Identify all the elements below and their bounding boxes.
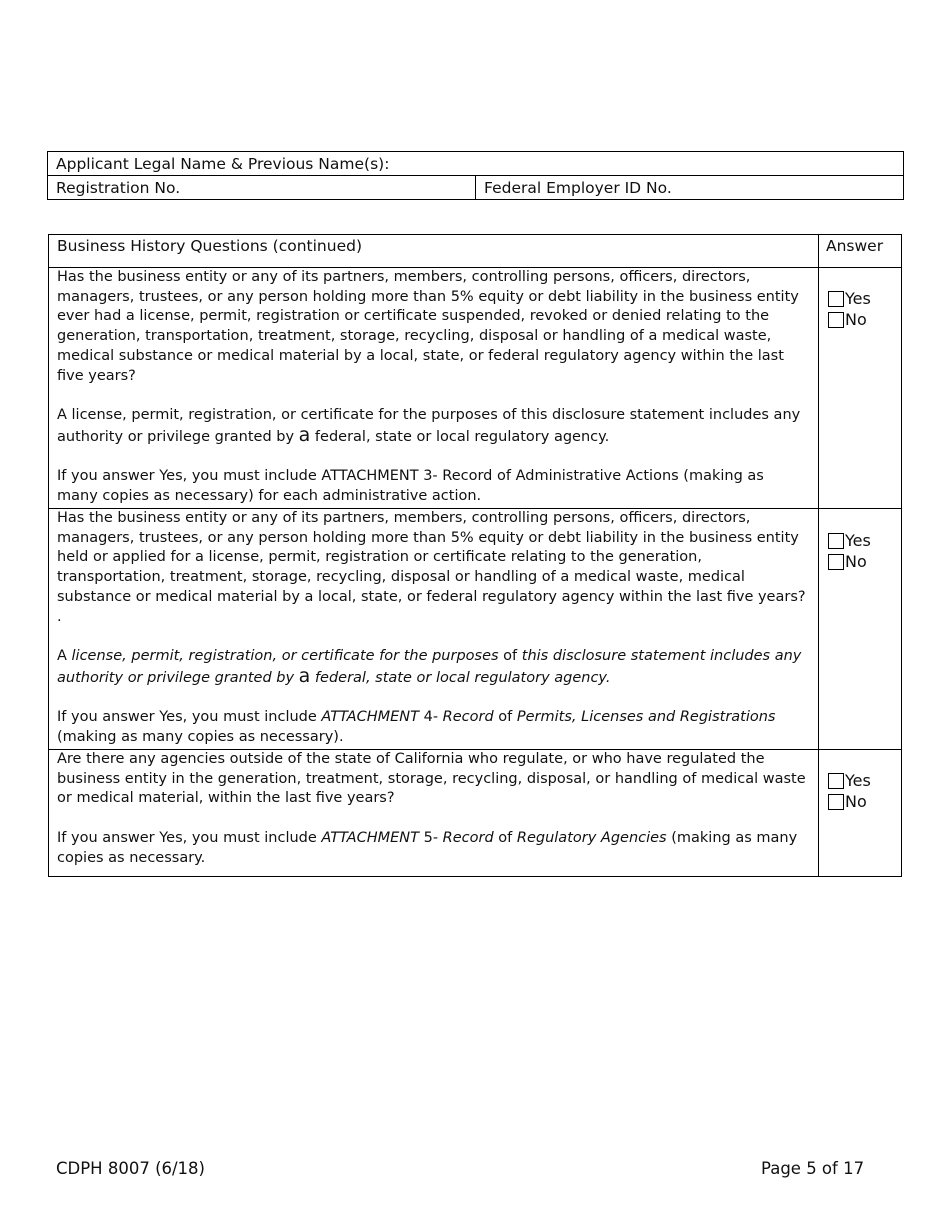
question-row xyxy=(49,750,902,877)
question-cell xyxy=(49,750,819,877)
no-option[interactable] xyxy=(828,551,901,572)
question-cell xyxy=(49,268,819,509)
fein-label: Federal Employer ID No. xyxy=(484,178,672,197)
registration-number-field[interactable] xyxy=(48,176,476,200)
question-text: Has the business entity or any of its partners, members, controlling persons, officers, directors, managers, trustees, or any person holding more than 5% equity or debt liability in the business entity held or applied for a license, permit, registration or certificate relating to the generation, transportation, treatment, storage, recycling, disposal or handling of a medical waste, medical substance or medical material by a local, state, or federal regulatory agency within the last five years? . xyxy=(57,510,806,625)
yes-checkbox[interactable] xyxy=(828,291,844,307)
no-label: No xyxy=(845,792,867,811)
yes-label: Yes xyxy=(845,531,871,550)
applicant-name-label: Applicant Legal Name & Previous Name(s): xyxy=(56,154,390,173)
form-id: CDPH 8007 (6/18) xyxy=(56,1159,205,1178)
instruction-text: If you answer Yes, you must include ATTACHMENT 3- Record of Administrative Actions (making as many copies as necessary) for each administrative action. xyxy=(57,468,764,504)
yes-checkbox[interactable] xyxy=(828,533,844,549)
yes-option[interactable] xyxy=(828,770,901,791)
answer-cell xyxy=(819,750,902,877)
applicant-name-field[interactable] xyxy=(48,152,904,176)
definition-text: A license, permit, registration, or certificate for the purposes of this disclosure statement includes any authority or privilege granted by a federal, state or local regulatory agency. xyxy=(57,647,802,687)
answer-cell xyxy=(819,268,902,509)
no-checkbox[interactable] xyxy=(828,554,844,570)
no-option[interactable] xyxy=(828,791,901,812)
page-number: Page 5 of 17 xyxy=(761,1159,865,1178)
question-row xyxy=(49,268,902,509)
no-checkbox[interactable] xyxy=(828,312,844,328)
yes-option[interactable] xyxy=(828,530,901,551)
definition-text: A license, permit, registration, or certificate for the purposes of this disclosure statement includes any authority or privilege granted by a federal, state or local regulatory agency. xyxy=(57,406,801,446)
no-label: No xyxy=(845,310,867,329)
applicant-info-table xyxy=(47,151,904,200)
instruction-text: If you answer Yes, you must include ATTACHMENT 4- Record of Permits, Licenses and Registrations (making as many copies as necessary). xyxy=(57,709,776,745)
yes-label: Yes xyxy=(845,771,871,790)
business-history-table xyxy=(48,234,902,877)
table-title: Business History Questions (continued) xyxy=(49,235,819,268)
question-text: Are there any agencies outside of the state of California who regulate, or who have regulated the business entity in the generation, treatment, storage, recycling, disposal, or handling of medical waste or medical material, within the last five years? xyxy=(57,751,806,807)
fein-field[interactable] xyxy=(476,176,904,200)
instruction-text: If you answer Yes, you must include ATTACHMENT 5- Record of Regulatory Agencies (making as many copies as necessary. xyxy=(57,829,798,866)
answer-column-header: Answer xyxy=(819,235,902,268)
yes-option[interactable] xyxy=(828,288,901,309)
no-checkbox[interactable] xyxy=(828,794,844,810)
yes-checkbox[interactable] xyxy=(828,773,844,789)
yes-label: Yes xyxy=(845,289,871,308)
no-option[interactable] xyxy=(828,309,901,330)
question-cell xyxy=(49,509,819,750)
no-label: No xyxy=(845,552,867,571)
answer-cell xyxy=(819,509,902,750)
registration-number-label: Registration No. xyxy=(56,178,181,197)
question-row xyxy=(49,509,902,750)
question-text: Has the business entity or any of its partners, members, controlling persons, officers, directors, managers, trustees, or any person holding more than 5% equity or debt liability in the business entity ever had a license, permit, registration or certificate suspended, revoked or denied relating to the generation, transportation, treatment, storage, recycling, disposal or handling of a medical waste, medical substance or medical material by a local, state, or federal regulatory agency within the last five years? xyxy=(57,269,799,384)
